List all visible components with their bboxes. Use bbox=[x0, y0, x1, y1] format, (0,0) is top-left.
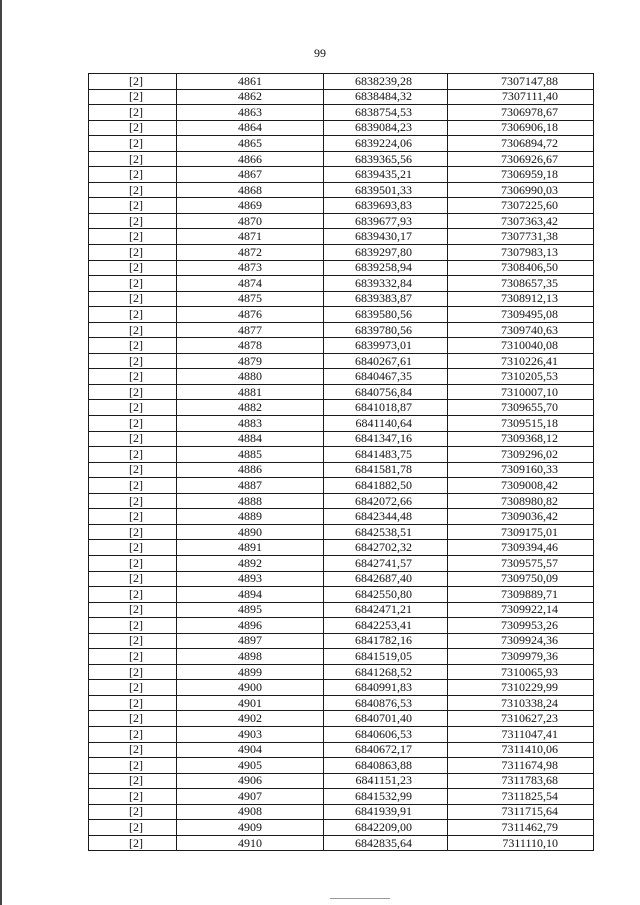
point-number-cell: 4901 bbox=[177, 695, 324, 711]
source-ref-cell: [2] bbox=[89, 835, 177, 851]
y-coordinate-cell: 7309740,63 bbox=[448, 322, 594, 338]
x-coordinate-cell: 6838239,28 bbox=[324, 74, 448, 90]
y-coordinate-cell: 7309368,12 bbox=[448, 431, 594, 447]
source-ref-cell: [2] bbox=[89, 182, 177, 198]
x-coordinate-cell: 6842741,57 bbox=[324, 555, 448, 571]
source-ref-cell: [2] bbox=[89, 695, 177, 711]
x-coordinate-cell: 6842835,64 bbox=[324, 835, 448, 851]
point-number-cell: 4870 bbox=[177, 213, 324, 229]
y-coordinate-cell: 7306990,03 bbox=[448, 182, 594, 198]
y-coordinate-cell: 7311783,68 bbox=[448, 773, 594, 789]
table-row bbox=[89, 587, 594, 603]
y-coordinate-cell: 7311674,98 bbox=[448, 758, 594, 774]
y-coordinate-cell: 7311410,06 bbox=[448, 742, 594, 758]
table-row bbox=[89, 742, 594, 758]
source-ref-cell: [2] bbox=[89, 680, 177, 696]
point-number-cell: 4867 bbox=[177, 167, 324, 183]
table-row bbox=[89, 105, 594, 121]
table-row bbox=[89, 260, 594, 276]
source-ref-cell: [2] bbox=[89, 726, 177, 742]
table-row bbox=[89, 633, 594, 649]
y-coordinate-cell: 7309575,57 bbox=[448, 555, 594, 571]
point-number-cell: 4872 bbox=[177, 245, 324, 261]
point-number-cell: 4864 bbox=[177, 120, 324, 136]
point-number-cell: 4875 bbox=[177, 291, 324, 307]
x-coordinate-cell: 6842702,32 bbox=[324, 540, 448, 556]
table-row bbox=[89, 307, 594, 323]
source-ref-cell: [2] bbox=[89, 602, 177, 618]
y-coordinate-cell: 7309979,36 bbox=[448, 649, 594, 665]
source-ref-cell: [2] bbox=[89, 758, 177, 774]
source-ref-cell: [2] bbox=[89, 555, 177, 571]
source-ref-cell: [2] bbox=[89, 229, 177, 245]
x-coordinate-cell: 6842687,40 bbox=[324, 571, 448, 587]
y-coordinate-cell: 7307731,38 bbox=[448, 229, 594, 245]
y-coordinate-cell: 7310229,99 bbox=[448, 680, 594, 696]
table-row bbox=[89, 509, 594, 525]
source-ref-cell: [2] bbox=[89, 198, 177, 214]
x-coordinate-cell: 6840606,53 bbox=[324, 726, 448, 742]
table-row bbox=[89, 338, 594, 354]
x-coordinate-cell: 6842253,41 bbox=[324, 618, 448, 634]
point-number-cell: 4883 bbox=[177, 416, 324, 432]
x-coordinate-cell: 6839430,17 bbox=[324, 229, 448, 245]
point-number-cell: 4902 bbox=[177, 711, 324, 727]
point-number-cell: 4862 bbox=[177, 89, 324, 105]
x-coordinate-cell: 6842209,00 bbox=[324, 820, 448, 836]
point-number-cell: 4898 bbox=[177, 649, 324, 665]
point-number-cell: 4910 bbox=[177, 835, 324, 851]
source-ref-cell: [2] bbox=[89, 136, 177, 152]
page-number: 99 bbox=[314, 46, 326, 60]
point-number-cell: 4879 bbox=[177, 353, 324, 369]
y-coordinate-cell: 7309953,26 bbox=[448, 618, 594, 634]
table-row bbox=[89, 711, 594, 727]
source-ref-cell: [2] bbox=[89, 120, 177, 136]
y-coordinate-cell: 7311715,64 bbox=[448, 804, 594, 820]
x-coordinate-cell: 6839501,33 bbox=[324, 182, 448, 198]
x-coordinate-cell: 6840756,84 bbox=[324, 384, 448, 400]
x-coordinate-cell: 6841939,91 bbox=[324, 804, 448, 820]
point-number-cell: 4905 bbox=[177, 758, 324, 774]
source-ref-cell: [2] bbox=[89, 245, 177, 261]
x-coordinate-cell: 6840467,35 bbox=[324, 369, 448, 385]
scan-left-edge bbox=[0, 0, 2, 905]
table-row bbox=[89, 369, 594, 385]
table-row bbox=[89, 571, 594, 587]
table-row bbox=[89, 213, 594, 229]
source-ref-cell: [2] bbox=[89, 307, 177, 323]
source-ref-cell: [2] bbox=[89, 167, 177, 183]
source-ref-cell: [2] bbox=[89, 260, 177, 276]
source-ref-cell: [2] bbox=[89, 291, 177, 307]
y-coordinate-cell: 7309008,42 bbox=[448, 478, 594, 494]
source-ref-cell: [2] bbox=[89, 462, 177, 478]
x-coordinate-cell: 6840672,17 bbox=[324, 742, 448, 758]
source-ref-cell: [2] bbox=[89, 431, 177, 447]
table-row bbox=[89, 276, 594, 292]
table-row bbox=[89, 322, 594, 338]
point-number-cell: 4863 bbox=[177, 105, 324, 121]
point-number-cell: 4889 bbox=[177, 509, 324, 525]
table-row bbox=[89, 493, 594, 509]
source-ref-cell: [2] bbox=[89, 571, 177, 587]
table-row bbox=[89, 291, 594, 307]
point-number-cell: 4906 bbox=[177, 773, 324, 789]
point-number-cell: 4878 bbox=[177, 338, 324, 354]
x-coordinate-cell: 6841581,78 bbox=[324, 462, 448, 478]
y-coordinate-cell: 7309495,08 bbox=[448, 307, 594, 323]
point-number-cell: 4890 bbox=[177, 524, 324, 540]
table-row bbox=[89, 182, 594, 198]
source-ref-cell: [2] bbox=[89, 74, 177, 90]
table-row bbox=[89, 524, 594, 540]
y-coordinate-cell: 7311462,79 bbox=[448, 820, 594, 836]
table-row bbox=[89, 447, 594, 463]
x-coordinate-cell: 6841882,50 bbox=[324, 478, 448, 494]
source-ref-cell: [2] bbox=[89, 353, 177, 369]
y-coordinate-cell: 7310338,24 bbox=[448, 695, 594, 711]
source-ref-cell: [2] bbox=[89, 493, 177, 509]
point-number-cell: 4886 bbox=[177, 462, 324, 478]
y-coordinate-cell: 7306906,18 bbox=[448, 120, 594, 136]
point-number-cell: 4876 bbox=[177, 307, 324, 323]
x-coordinate-cell: 6840876,53 bbox=[324, 695, 448, 711]
point-number-cell: 4874 bbox=[177, 276, 324, 292]
source-ref-cell: [2] bbox=[89, 213, 177, 229]
x-coordinate-cell: 6840267,61 bbox=[324, 353, 448, 369]
table-row bbox=[89, 602, 594, 618]
table-row bbox=[89, 478, 594, 494]
table-row bbox=[89, 400, 594, 416]
table-row bbox=[89, 198, 594, 214]
x-coordinate-cell: 6839677,93 bbox=[324, 213, 448, 229]
point-number-cell: 4880 bbox=[177, 369, 324, 385]
point-number-cell: 4882 bbox=[177, 400, 324, 416]
point-number-cell: 4873 bbox=[177, 260, 324, 276]
bottom-mark bbox=[330, 898, 390, 899]
source-ref-cell: [2] bbox=[89, 742, 177, 758]
x-coordinate-cell: 6839332,84 bbox=[324, 276, 448, 292]
table-row bbox=[89, 229, 594, 245]
y-coordinate-cell: 7309655,70 bbox=[448, 400, 594, 416]
source-ref-cell: [2] bbox=[89, 618, 177, 634]
point-number-cell: 4866 bbox=[177, 151, 324, 167]
point-number-cell: 4891 bbox=[177, 540, 324, 556]
point-number-cell: 4907 bbox=[177, 789, 324, 805]
point-number-cell: 4908 bbox=[177, 804, 324, 820]
point-number-cell: 4899 bbox=[177, 664, 324, 680]
point-number-cell: 4892 bbox=[177, 555, 324, 571]
point-number-cell: 4868 bbox=[177, 182, 324, 198]
source-ref-cell: [2] bbox=[89, 447, 177, 463]
source-ref-cell: [2] bbox=[89, 400, 177, 416]
y-coordinate-cell: 7309750,09 bbox=[448, 571, 594, 587]
table-row bbox=[89, 726, 594, 742]
y-coordinate-cell: 7308980,82 bbox=[448, 493, 594, 509]
source-ref-cell: [2] bbox=[89, 664, 177, 680]
table-row bbox=[89, 151, 594, 167]
source-ref-cell: [2] bbox=[89, 338, 177, 354]
point-number-cell: 4896 bbox=[177, 618, 324, 634]
point-number-cell: 4895 bbox=[177, 602, 324, 618]
point-number-cell: 4888 bbox=[177, 493, 324, 509]
x-coordinate-cell: 6839365,56 bbox=[324, 151, 448, 167]
source-ref-cell: [2] bbox=[89, 540, 177, 556]
point-number-cell: 4869 bbox=[177, 198, 324, 214]
source-ref-cell: [2] bbox=[89, 820, 177, 836]
point-number-cell: 4909 bbox=[177, 820, 324, 836]
point-number-cell: 4894 bbox=[177, 587, 324, 603]
x-coordinate-cell: 6842344,48 bbox=[324, 509, 448, 525]
table-row bbox=[89, 555, 594, 571]
x-coordinate-cell: 6841347,16 bbox=[324, 431, 448, 447]
x-coordinate-cell: 6840863,88 bbox=[324, 758, 448, 774]
y-coordinate-cell: 7309889,71 bbox=[448, 587, 594, 603]
y-coordinate-cell: 7307147,88 bbox=[448, 74, 594, 90]
source-ref-cell: [2] bbox=[89, 384, 177, 400]
table-row bbox=[89, 789, 594, 805]
table-row bbox=[89, 353, 594, 369]
table-row bbox=[89, 649, 594, 665]
x-coordinate-cell: 6839693,83 bbox=[324, 198, 448, 214]
table-row bbox=[89, 245, 594, 261]
x-coordinate-cell: 6839383,87 bbox=[324, 291, 448, 307]
y-coordinate-cell: 7306978,67 bbox=[448, 105, 594, 121]
table-row bbox=[89, 167, 594, 183]
x-coordinate-cell: 6842072,66 bbox=[324, 493, 448, 509]
table-row bbox=[89, 695, 594, 711]
x-coordinate-cell: 6841519,05 bbox=[324, 649, 448, 665]
x-coordinate-cell: 6842550,80 bbox=[324, 587, 448, 603]
source-ref-cell: [2] bbox=[89, 151, 177, 167]
table-row bbox=[89, 758, 594, 774]
source-ref-cell: [2] bbox=[89, 711, 177, 727]
y-coordinate-cell: 7306926,67 bbox=[448, 151, 594, 167]
table-row bbox=[89, 416, 594, 432]
y-coordinate-cell: 7306894,72 bbox=[448, 136, 594, 152]
source-ref-cell: [2] bbox=[89, 105, 177, 121]
x-coordinate-cell: 6839580,56 bbox=[324, 307, 448, 323]
source-ref-cell: [2] bbox=[89, 478, 177, 494]
y-coordinate-cell: 7311825,54 bbox=[448, 789, 594, 805]
y-coordinate-cell: 7309515,18 bbox=[448, 416, 594, 432]
y-coordinate-cell: 7309394,46 bbox=[448, 540, 594, 556]
y-coordinate-cell: 7310065,93 bbox=[448, 664, 594, 680]
y-coordinate-cell: 7309175,01 bbox=[448, 524, 594, 540]
y-coordinate-cell: 7310007,10 bbox=[448, 384, 594, 400]
source-ref-cell: [2] bbox=[89, 587, 177, 603]
x-coordinate-cell: 6841268,52 bbox=[324, 664, 448, 680]
table-row bbox=[89, 431, 594, 447]
x-coordinate-cell: 6842471,21 bbox=[324, 602, 448, 618]
x-coordinate-cell: 6841483,75 bbox=[324, 447, 448, 463]
x-coordinate-cell: 6839297,80 bbox=[324, 245, 448, 261]
y-coordinate-cell: 7311110,10 bbox=[448, 835, 594, 851]
x-coordinate-cell: 6838754,53 bbox=[324, 105, 448, 121]
table-row bbox=[89, 462, 594, 478]
y-coordinate-cell: 7308912,13 bbox=[448, 291, 594, 307]
x-coordinate-cell: 6841532,99 bbox=[324, 789, 448, 805]
source-ref-cell: [2] bbox=[89, 524, 177, 540]
x-coordinate-cell: 6839780,56 bbox=[324, 322, 448, 338]
source-ref-cell: [2] bbox=[89, 633, 177, 649]
y-coordinate-cell: 7309160,33 bbox=[448, 462, 594, 478]
y-coordinate-cell: 7310226,41 bbox=[448, 353, 594, 369]
point-number-cell: 4861 bbox=[177, 74, 324, 90]
y-coordinate-cell: 7307225,60 bbox=[448, 198, 594, 214]
x-coordinate-cell: 6840701,40 bbox=[324, 711, 448, 727]
source-ref-cell: [2] bbox=[89, 416, 177, 432]
table-row bbox=[89, 664, 594, 680]
point-number-cell: 4865 bbox=[177, 136, 324, 152]
x-coordinate-cell: 6839084,23 bbox=[324, 120, 448, 136]
point-number-cell: 4900 bbox=[177, 680, 324, 696]
table-row bbox=[89, 820, 594, 836]
table-row bbox=[89, 384, 594, 400]
point-number-cell: 4871 bbox=[177, 229, 324, 245]
table-row bbox=[89, 618, 594, 634]
y-coordinate-cell: 7309296,02 bbox=[448, 447, 594, 463]
table-row bbox=[89, 136, 594, 152]
table-row bbox=[89, 680, 594, 696]
y-coordinate-cell: 7309036,42 bbox=[448, 509, 594, 525]
table-row bbox=[89, 540, 594, 556]
table-row bbox=[89, 74, 594, 90]
x-coordinate-cell: 6841140,64 bbox=[324, 416, 448, 432]
y-coordinate-cell: 7310627,23 bbox=[448, 711, 594, 727]
source-ref-cell: [2] bbox=[89, 322, 177, 338]
source-ref-cell: [2] bbox=[89, 276, 177, 292]
x-coordinate-cell: 6839973,01 bbox=[324, 338, 448, 354]
x-coordinate-cell: 6839258,94 bbox=[324, 260, 448, 276]
point-number-cell: 4887 bbox=[177, 478, 324, 494]
coordinates-table bbox=[88, 73, 594, 851]
y-coordinate-cell: 7307363,42 bbox=[448, 213, 594, 229]
y-coordinate-cell: 7309924,36 bbox=[448, 633, 594, 649]
x-coordinate-cell: 6838484,32 bbox=[324, 89, 448, 105]
y-coordinate-cell: 7307111,40 bbox=[448, 89, 594, 105]
source-ref-cell: [2] bbox=[89, 89, 177, 105]
table-row bbox=[89, 89, 594, 105]
y-coordinate-cell: 7306959,18 bbox=[448, 167, 594, 183]
y-coordinate-cell: 7308657,35 bbox=[448, 276, 594, 292]
point-number-cell: 4885 bbox=[177, 447, 324, 463]
source-ref-cell: [2] bbox=[89, 789, 177, 805]
x-coordinate-cell: 6839435,21 bbox=[324, 167, 448, 183]
point-number-cell: 4884 bbox=[177, 431, 324, 447]
y-coordinate-cell: 7307983,13 bbox=[448, 245, 594, 261]
point-number-cell: 4904 bbox=[177, 742, 324, 758]
x-coordinate-cell: 6839224,06 bbox=[324, 136, 448, 152]
source-ref-cell: [2] bbox=[89, 804, 177, 820]
table-row bbox=[89, 773, 594, 789]
y-coordinate-cell: 7309922,14 bbox=[448, 602, 594, 618]
x-coordinate-cell: 6840991,83 bbox=[324, 680, 448, 696]
table-row bbox=[89, 835, 594, 851]
point-number-cell: 4893 bbox=[177, 571, 324, 587]
y-coordinate-cell: 7308406,50 bbox=[448, 260, 594, 276]
source-ref-cell: [2] bbox=[89, 369, 177, 385]
point-number-cell: 4881 bbox=[177, 384, 324, 400]
table-row bbox=[89, 804, 594, 820]
source-ref-cell: [2] bbox=[89, 509, 177, 525]
y-coordinate-cell: 7311047,41 bbox=[448, 726, 594, 742]
point-number-cell: 4897 bbox=[177, 633, 324, 649]
x-coordinate-cell: 6841782,16 bbox=[324, 633, 448, 649]
table-row bbox=[89, 120, 594, 136]
point-number-cell: 4877 bbox=[177, 322, 324, 338]
x-coordinate-cell: 6841151,23 bbox=[324, 773, 448, 789]
source-ref-cell: [2] bbox=[89, 649, 177, 665]
source-ref-cell: [2] bbox=[89, 773, 177, 789]
point-number-cell: 4903 bbox=[177, 726, 324, 742]
x-coordinate-cell: 6842538,51 bbox=[324, 524, 448, 540]
x-coordinate-cell: 6841018,87 bbox=[324, 400, 448, 416]
y-coordinate-cell: 7310040,08 bbox=[448, 338, 594, 354]
coordinates-table-body bbox=[89, 74, 594, 851]
y-coordinate-cell: 7310205,53 bbox=[448, 369, 594, 385]
